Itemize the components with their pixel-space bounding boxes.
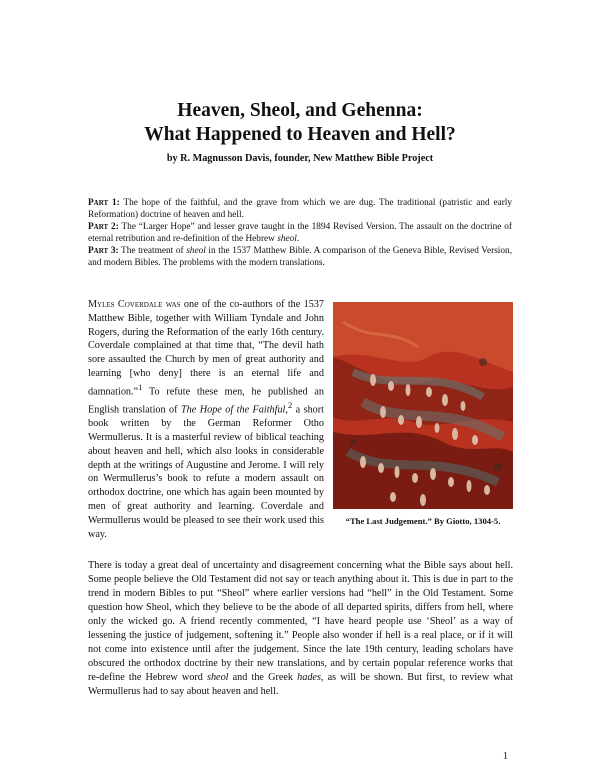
last-judgement-painting bbox=[333, 302, 513, 509]
intro-text-3: , bbox=[285, 404, 288, 416]
part-3-label: Part 3: bbox=[88, 246, 119, 256]
footnote-ref-1[interactable]: 1 bbox=[138, 381, 143, 392]
body-paragraph bbox=[88, 559, 513, 699]
part-1-text: The hope of the faithful, and the grave from which we are dug. The traditional (patristic and early Reformation) doctrine of heaven and hell. bbox=[88, 198, 513, 220]
body-text bbox=[88, 559, 513, 699]
part-3-text-a: The treatment of bbox=[121, 246, 187, 256]
title-line-2: What Happened to Heaven and Hell? bbox=[144, 124, 456, 145]
intro-text-2: To refute these men, he published an English translation of bbox=[88, 386, 324, 416]
intro-paragraph bbox=[88, 298, 324, 541]
part-2-term: sheol bbox=[277, 234, 297, 244]
part-3 bbox=[88, 245, 512, 269]
figure-caption: “The Last Judgement.” By Giotto, 1304-5. bbox=[345, 516, 501, 526]
body-term-sheol: sheol bbox=[206, 672, 229, 683]
part-3-term: sheol bbox=[186, 246, 206, 256]
body-term-hades: hades bbox=[297, 672, 321, 683]
part-1 bbox=[88, 197, 512, 221]
body-text-1: There is today a great deal of uncertainty and disagreement concerning what the Bible says about hell. Some people believe the Old Testament did not say or teach anything about it. This is due in part to the trend in modern Bibles to put “Sheol” where earlier versions had “hell” in the Old Testament. Some question how Sheol, which they believe to be the abode of all departed spirits, differs from hell, where only the wicked go. A friend recently commented, “I have heard people use ‘Sheol’ as a way of lessening the justice of judgement, softening it.” People also wonder if hell is a real place, or if it will not come into existence until after the judgement. Since the late 19th century, leading scholars have obscured the orthodox doctrine by their new translations, and by certain popular reference works that re-define the Hebrew word bbox=[88, 560, 513, 683]
part-2-label: Part 2: bbox=[88, 222, 119, 232]
body-text-2: and the Greek bbox=[228, 672, 298, 683]
parts-summary bbox=[88, 197, 512, 269]
intro-text-1: one of the co-authors of the 1537 Matthew Bible, together with William Tyndale and John Rogers, during the Reformation of the early 16th century. Coverdale complained at that time that, “The devil hath sore assaulted the Church by men of great authority and learning [who deny] there is an eternal life and damnation.” bbox=[88, 299, 324, 398]
part-2-text-b: . bbox=[296, 234, 300, 244]
part-2 bbox=[88, 221, 512, 245]
book-title: The Hope of the Faithful bbox=[181, 404, 286, 416]
part-2-text-a: The “Larger Hope” and lesser grave taught in the 1894 Revised Version. The assault on the doctrine of eternal retribution and re-definition of the Hebrew bbox=[88, 222, 513, 244]
intro-lead: Myles Coverdale was bbox=[88, 299, 181, 310]
intro-text-4: a short book written by the German Reformer Otho Wermullerus. It is a masterful review of biblical teaching about heaven and hell, which also looks in considerable depth at the writings of Augustine and Jerome. I will rely on Wermullerus’s book to refute a modern assault on orthodox doctrine, one which has again been mounted by men of great authority and learning. Coverdale and Wermullerus would be pleased to see their work used this way. bbox=[88, 404, 325, 540]
body-text-3: , as will be shown. But first, to review what Wermullerus had to say about heaven and hell. bbox=[88, 672, 514, 697]
part-1-label: Part 1: bbox=[88, 198, 120, 208]
intro-column bbox=[88, 298, 324, 541]
painting-illustration bbox=[333, 302, 513, 509]
page-number: 1 bbox=[503, 751, 508, 762]
footnote-ref-2[interactable]: 2 bbox=[287, 399, 293, 410]
title-line-1: Heaven, Sheol, and Gehenna: bbox=[177, 100, 423, 121]
byline: by R. Magnusson Davis, founder, New Matthew Bible Project bbox=[166, 153, 434, 164]
part-3-text-b: in the 1537 Matthew Bible. A comparison of the Geneva Bible, Revised Version, and modern Bibles. The problems with the modern translations. bbox=[88, 246, 513, 268]
